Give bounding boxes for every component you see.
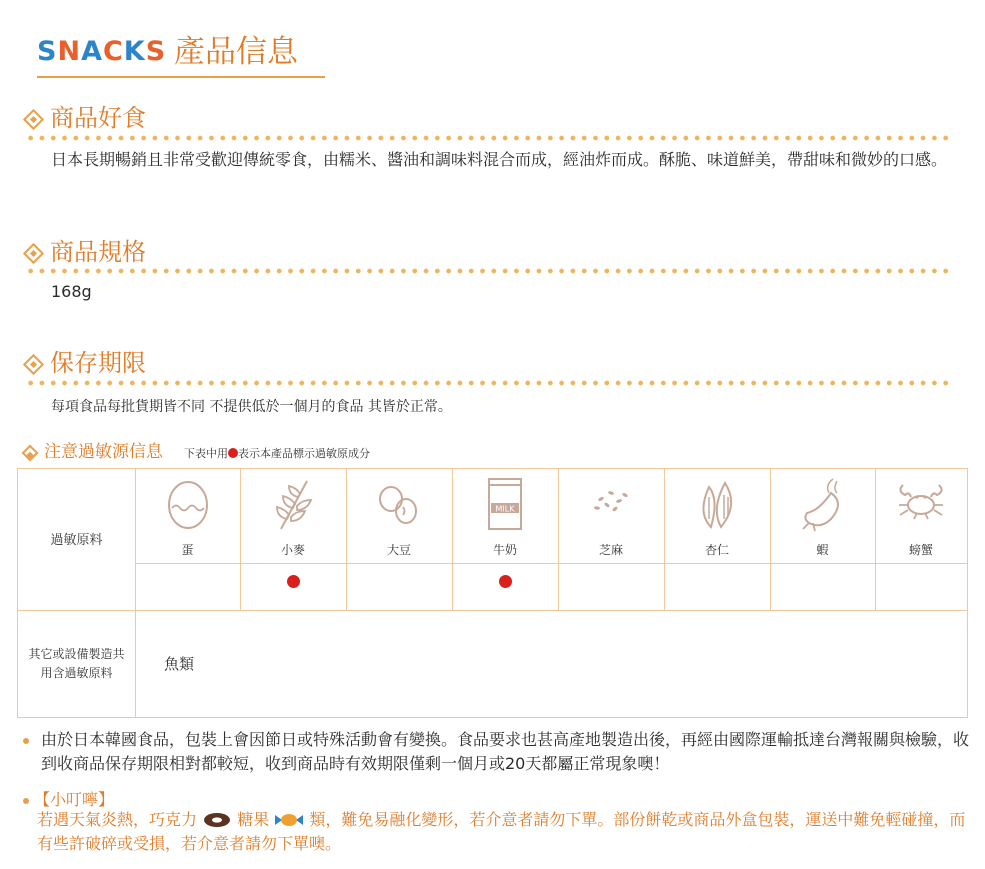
allergy-heading: 注意過敏源信息 [44,442,163,462]
section-body: 每項食品每批貨期皆不同 不提供低於一個月的食品 其皆於正常。 [51,399,452,415]
tip-part-a: 若遇天氣炎熱，巧克力 [37,810,198,829]
note-prefix: 下表中用 [184,447,228,460]
notice-text: 由於日本韓國食品，包裝上會因節日或特殊活動會有變換。食品要求也甚高產地製造出後，再經由國際運輸抵達台灣報關與檢驗，收到收商品保存期限相對都較短，收到商品時有效期限僅剩一個月或20天都屬正常現象噢！ [41,730,970,773]
milk-icon [475,475,535,533]
dotted-divider [25,268,950,274]
tip-part-c: 類，難免易融化變形，若介意者請勿下單。部份餅乾或商品外盒包裝，運送中難免輕碰撞，而有些許破碎或受損，若介意者請勿下單噢。 [37,810,966,853]
allergen-name: 大豆 [386,543,411,557]
dotted-divider [25,135,950,141]
candy-icon [274,812,304,828]
allergen-name: 螃蟹 [908,543,933,557]
sesame-icon [581,475,641,533]
allergen-row-label: 過敏原料 [50,533,103,548]
note-suffix: 表示本產品標示過敏原成分 [238,447,370,460]
brand-letter: A [81,36,103,67]
diamond-icon [23,243,44,264]
allergen-name: 小麥 [280,543,305,557]
shrimp-icon [793,475,853,533]
page-title [37,30,325,78]
title-text: 產品信息 [174,34,298,70]
allergen-name: 蛋 [181,543,194,557]
wheat-icon [263,475,323,533]
allergen-name: 芝麻 [598,543,623,557]
bullet [23,798,29,804]
brand-letter: N [57,36,82,67]
soybean-icon [369,475,429,533]
diamond-icon [23,109,44,130]
milk-label: MILK [495,504,515,514]
almond-icon [687,475,747,533]
donut-icon [202,812,232,828]
tip-part-b: 糖果 [237,810,270,829]
diamond-icon [23,354,44,375]
brand-letter: S [145,36,167,67]
section-heading: 商品好食 [50,104,146,132]
allergen-present-mark [287,575,300,588]
tip-title: 【小叮嚀】 [34,790,115,809]
other-allergen-value: 魚類 [164,655,195,673]
diamond-icon [22,445,39,462]
dotted-divider [25,380,950,386]
crab-icon [891,475,951,533]
egg-icon [158,475,218,533]
allergen-table [17,468,968,718]
other-allergen-label: 其它或設備製造共用含過敏原料 [28,647,125,680]
allergen-name: 蝦 [816,543,829,557]
brand-letter: C [102,36,124,67]
section-heading: 保存期限 [50,349,146,377]
section-heading: 商品規格 [50,238,146,266]
allergen-present-mark [499,575,512,588]
brand-logo [37,32,166,72]
bullet [23,738,29,744]
allergy-note [184,446,370,462]
brand-letter: K [123,36,146,67]
allergen-name: 牛奶 [492,543,517,557]
brand-letter: S [37,36,58,67]
section-body: 168g [51,282,92,301]
red-dot-icon [228,448,238,458]
allergen-name: 杏仁 [704,543,729,557]
section-body: 日本長期暢銷且非常受歡迎傳統零食，由糯米、醬油和調味料混合而成，經油炸而成。酥脆、味道鮮美，帶甜味和微妙的口感。 [51,150,948,169]
tip-text [37,808,972,856]
